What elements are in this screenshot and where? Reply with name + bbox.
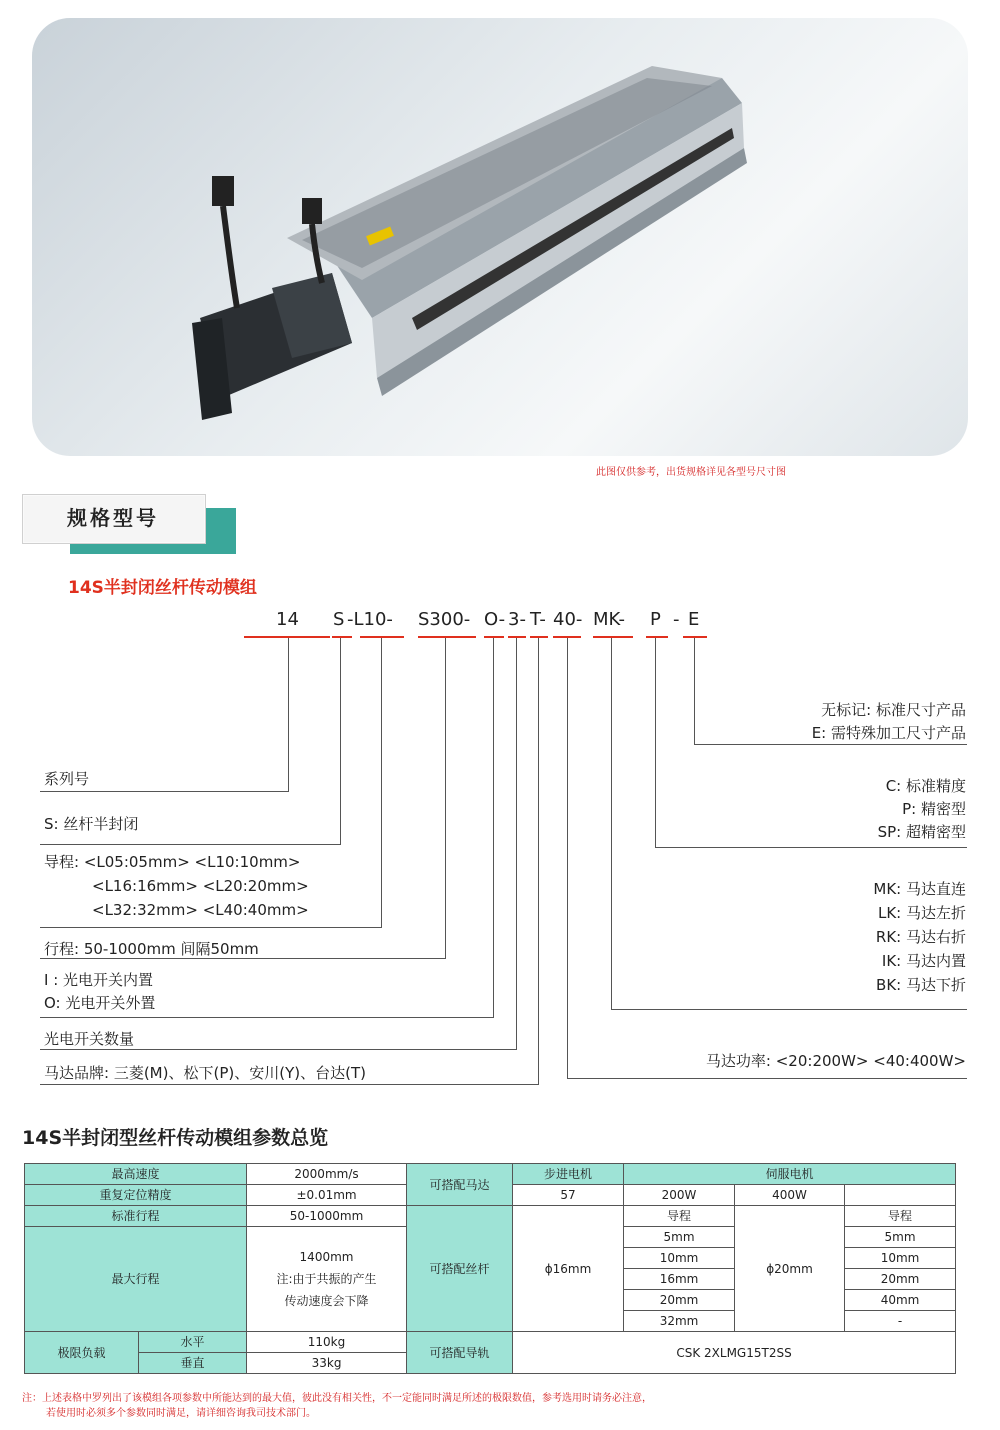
label-switch-count: 光电开关数量 — [44, 1030, 135, 1048]
code-part-series: 14 — [276, 609, 299, 630]
label-lead-3: <L32:32mm> <L40:40mm> — [92, 901, 309, 919]
image-disclaimer: 此图仅供参考，出货规格详见各型号尺寸图 — [596, 467, 786, 478]
cell-stepper: 步进电机 — [513, 1164, 624, 1185]
table-title: 14S半封闭型丝杆传动模组参数总览 — [22, 1127, 329, 1149]
label-motor-brand: 马达品牌: 三菱(M)、松下(P)、安川(Y)、台达(T) — [44, 1064, 366, 1082]
cell-lead16-4: 32mm — [624, 1311, 735, 1332]
label-switch-internal: I : 光电开关内置 — [44, 971, 154, 989]
label-motor-lk: LK: 马达左折 — [877, 904, 966, 922]
cell-max-speed-label: 最高速度 — [25, 1164, 247, 1185]
label-lead-1: 导程: <L05:05mm> <L10:10mm> — [44, 853, 301, 871]
underline — [360, 636, 404, 638]
label-precision-sp: SP: 超精密型 — [877, 823, 966, 841]
label-series: 系列号 — [44, 770, 90, 788]
label-lead-2: <L16:16mm> <L20:20mm> — [92, 877, 309, 895]
cell-lead16-0: 5mm — [624, 1227, 735, 1248]
cell-empty — [845, 1185, 956, 1206]
cell-lead-header-20: 导程 — [845, 1206, 956, 1227]
code-part-switch: O- — [484, 609, 506, 630]
label-semi-closed: S: 丝杆半封闭 — [44, 815, 139, 833]
section-title: 规格型号 — [67, 506, 159, 530]
underline — [508, 636, 526, 638]
spec-table — [24, 1163, 956, 1374]
underline — [530, 636, 548, 638]
cell-max-stroke-label: 最大行程 — [25, 1227, 247, 1332]
cell-servo: 伺服电机 — [624, 1164, 956, 1185]
product-image — [32, 18, 968, 456]
code-part-dash: - — [673, 609, 680, 630]
cell-lead16-2: 16mm — [624, 1269, 735, 1290]
cell-guide: CSK 2XLMG15T2SS — [513, 1332, 956, 1374]
code-part-precision: P — [650, 609, 661, 630]
cell-screw-label: 可搭配丝杆 — [407, 1206, 513, 1332]
code-part-power: 40- — [553, 609, 583, 630]
cell-horizontal-val: 110kg — [247, 1332, 407, 1353]
cell-repeat: ±0.01mm — [247, 1185, 407, 1206]
code-part-brand: T- — [530, 609, 546, 630]
cell-lead16-3: 20mm — [624, 1290, 735, 1311]
code-part-special: E — [688, 609, 700, 630]
cell-vertical: 垂直 — [139, 1353, 247, 1374]
cell-stroke-label: 标准行程 — [25, 1206, 247, 1227]
cell-guide-label: 可搭配导轨 — [407, 1332, 513, 1374]
label-switch-external: O: 光电开关外置 — [44, 994, 156, 1012]
cell-lead20-3: 40mm — [845, 1290, 956, 1311]
cell-stroke: 50-1000mm — [247, 1206, 407, 1227]
code-part-stroke: S300- — [418, 609, 471, 630]
code-part-s: S — [333, 609, 345, 630]
cell-lead20-1: 10mm — [845, 1248, 956, 1269]
label-special-size: E: 需特殊加工尺寸产品 — [811, 724, 966, 742]
cell-repeat-label: 重复定位精度 — [25, 1185, 247, 1206]
underline — [332, 636, 352, 638]
cell-lead20-4: - — [845, 1311, 956, 1332]
footnote-2: 若使用时必须多个参数同时满足，请详细咨询我司技术部门。 — [46, 1408, 316, 1419]
label-motor-bk: BK: 马达下折 — [876, 976, 966, 994]
max-stroke-note-2: 传动速度会下降 — [284, 1294, 369, 1308]
label-motor-mk: MK: 马达直连 — [873, 880, 966, 898]
label-stroke: 行程: 50-1000mm 间隔50mm — [44, 940, 259, 958]
label-precision-p: P: 精密型 — [902, 800, 966, 818]
cell-servo-400: 400W — [735, 1185, 845, 1206]
cell-max-speed: 2000mm/s — [247, 1164, 407, 1185]
cell-stepper-val: 57 — [513, 1185, 624, 1206]
linear-module-illustration — [32, 18, 968, 456]
cell-horizontal: 水平 — [139, 1332, 247, 1353]
footnote-1: 注：上述表格中罗列出了该模组各项参数中所能达到的最大值，彼此没有相关性，不一定能同时满足所述的极限数值，参考选用时请务必注意， — [22, 1393, 652, 1404]
underline — [683, 636, 707, 638]
code-part-count: 3- — [508, 609, 526, 630]
cell-max-stroke — [247, 1227, 407, 1332]
underline — [593, 636, 633, 638]
cell-lead-header-16: 导程 — [624, 1206, 735, 1227]
underline — [418, 636, 476, 638]
underline — [244, 636, 330, 638]
cell-motor-label: 可搭配马达 — [407, 1164, 513, 1206]
max-stroke-note-1: 注:由于共振的产生 — [276, 1272, 377, 1286]
cell-lead20-0: 5mm — [845, 1227, 956, 1248]
max-stroke-value: 1400mm — [299, 1250, 354, 1264]
label-precision-c: C: 标准精度 — [885, 777, 966, 795]
model-title: 14S半封闭丝杆传动模组 — [68, 578, 257, 598]
label-motor-power: 马达功率: <20:200W> <40:400W> — [705, 1052, 966, 1070]
underline — [646, 636, 668, 638]
cell-servo-200: 200W — [624, 1185, 735, 1206]
cell-screw16: ϕ16mm — [513, 1206, 624, 1332]
cell-lead20-2: 20mm — [845, 1269, 956, 1290]
cell-load-label: 极限负载 — [25, 1332, 139, 1374]
code-part-lead: -L10- — [347, 609, 393, 630]
cell-vertical-val: 33kg — [247, 1353, 407, 1374]
label-standard-size: 无标记: 标准尺寸产品 — [821, 701, 966, 719]
label-motor-ik: IK: 马达内置 — [881, 952, 966, 970]
code-part-motor: MK- — [593, 609, 625, 630]
cell-screw20: ϕ20mm — [735, 1206, 845, 1332]
cell-lead16-1: 10mm — [624, 1248, 735, 1269]
label-motor-rk: RK: 马达右折 — [875, 928, 966, 946]
underline — [484, 636, 504, 638]
